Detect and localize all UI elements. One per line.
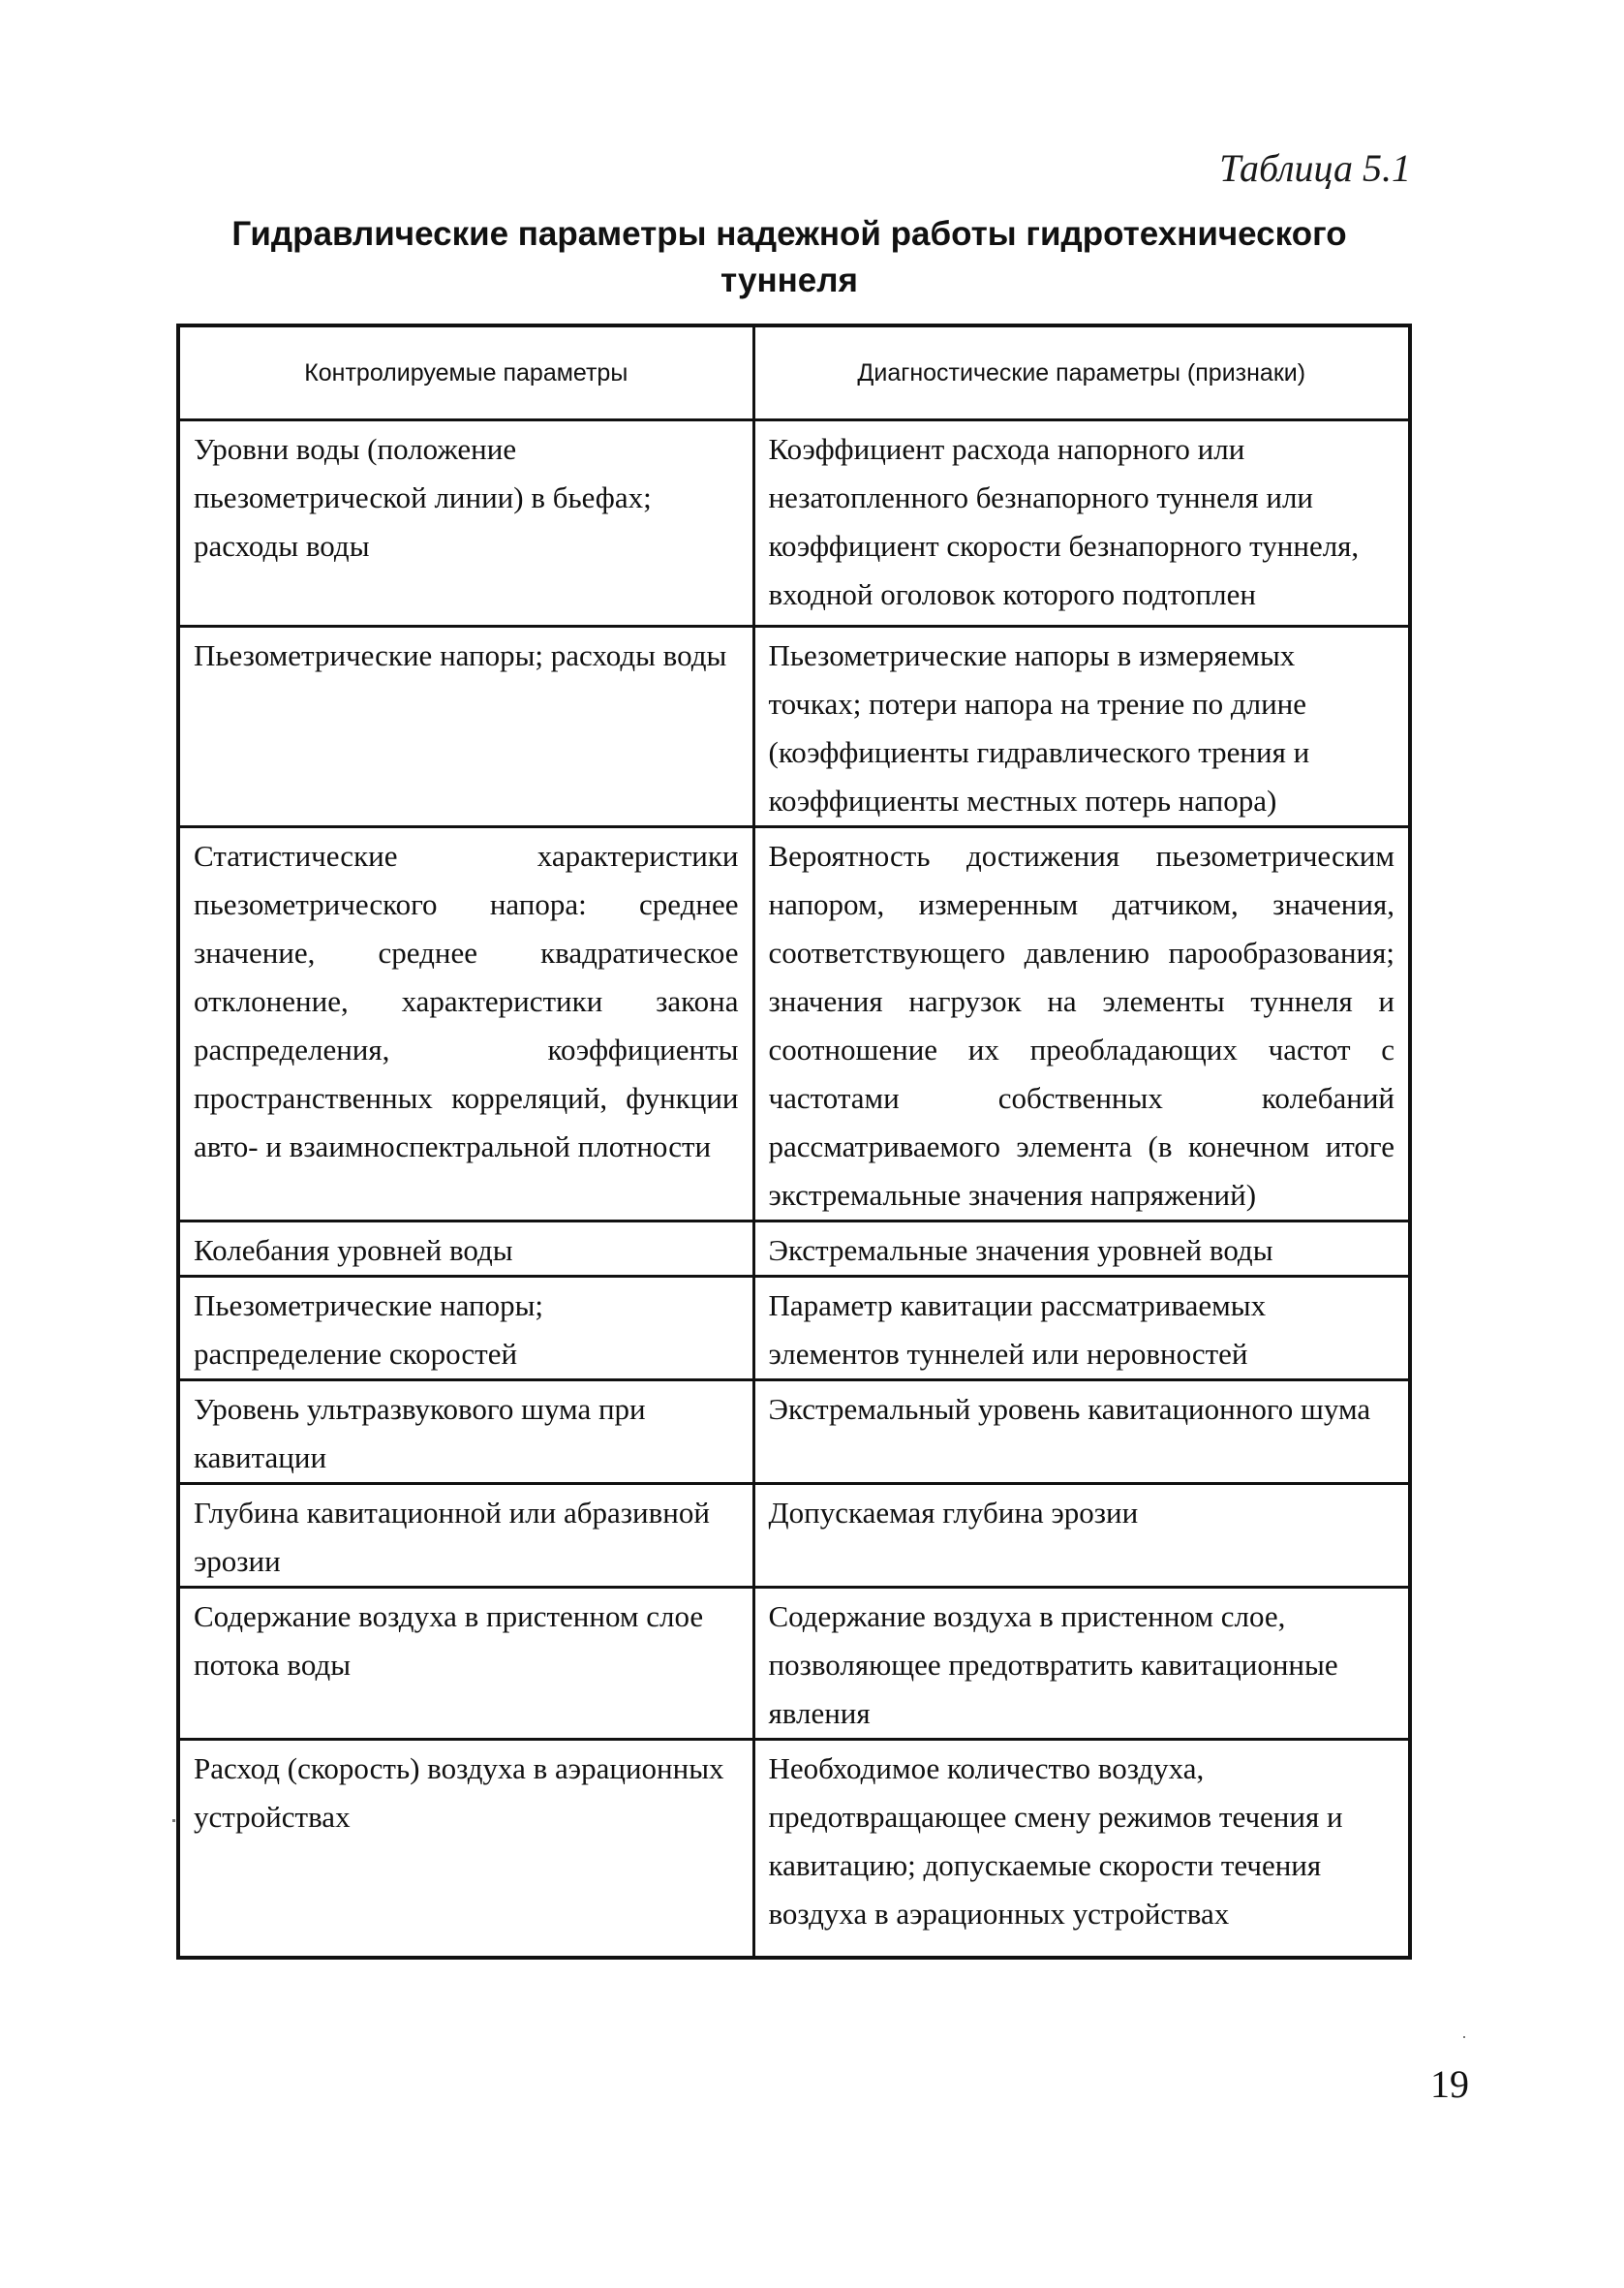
header-controlled-parameters: Контролируемые параметры [178,325,753,420]
controlled-parameter-cell: Пьезометрические напоры; распределение скоростей [178,1277,753,1380]
table-row [178,1740,1410,1958]
header-diagnostic-parameters: Диагностические параметры (признаки) [753,325,1410,420]
controlled-parameter-cell: Статистические характеристики пьезометрического напора: среднее значение, среднее квадратическое отклонение, характеристики закона распределения, коэффициенты пространственных корреляций, функции авто- и взаимноспектральной плотности [178,827,753,1221]
controlled-parameter-cell: Расход (скорость) воздуха в аэрационных устройствах [178,1740,753,1958]
scan-speck [1463,2036,1465,2038]
table-row [178,1221,1410,1277]
diagnostic-parameter-cell: Пьезометрические напоры в измеряемых точках; потери напора на трение по длине (коэффициенты гидравлического трения и коэффициенты местных потерь напора) [753,627,1410,827]
scan-speck [172,1819,175,1822]
controlled-parameter-cell: Уровень ультразвукового шума при кавитации [178,1380,753,1484]
controlled-parameter-cell: Содержание воздуха в пристенном слое потока воды [178,1588,753,1740]
diagnostic-parameter-cell: Необходимое количество воздуха, предотвращающее смену режимов течения и кавитацию; допускаемые скорости течения воздуха в аэрационных устройствах [753,1740,1410,1958]
table-row [178,827,1410,1221]
diagnostic-parameter-cell: Содержание воздуха в пристенном слое, позволяющее предотвратить кавитационные явления [753,1588,1410,1740]
controlled-parameter-cell: Колебания уровней воды [178,1221,753,1277]
table-row [178,1277,1410,1380]
table-row [178,627,1410,827]
controlled-parameter-cell: Уровни воды (положение пьезометрической линии) в бьефах; расходы воды [178,420,753,627]
table-row [178,420,1410,627]
controlled-parameter-cell: Глубина кавитационной или абразивной эрозии [178,1484,753,1588]
table-label: Таблица 5.1 [1219,146,1411,190]
table-row [178,1588,1410,1740]
table-title: Гидравлические параметры надежной работы гидротехнического туннеля [231,215,1347,299]
table-row [178,1484,1410,1588]
diagnostic-parameter-cell: Экстремальные значения уровней воды [753,1221,1410,1277]
diagnostic-parameter-cell: Экстремальный уровень кавитационного шума [753,1380,1410,1484]
diagnostic-parameter-cell: Коэффициент расхода напорного или незатопленного безнапорного туннеля или коэффициент скорости безнапорного туннеля, входной оголовок которого подтоплен [753,420,1410,627]
table-row [178,1380,1410,1484]
diagnostic-parameter-cell: Допускаемая глубина эрозии [753,1484,1410,1588]
diagnostic-parameter-cell: Параметр кавитации рассматриваемых элементов туннелей или неровностей [753,1277,1410,1380]
table-header-row [178,325,1410,420]
controlled-parameter-cell: Пьезометрические напоры; расходы воды [178,627,753,827]
parameters-table [176,324,1412,1960]
page-number: 19 [1430,2062,1469,2106]
diagnostic-parameter-cell: Вероятность достижения пьезометрическим напором, измеренным датчиком, значения, соответствующего давлению парообразования; значения нагрузок на элементы туннеля и соотношение их преобладающих частот с частотами собственных колебаний рассматриваемого элемента (в конечном итоге экстремальные значения напряжений) [753,827,1410,1221]
